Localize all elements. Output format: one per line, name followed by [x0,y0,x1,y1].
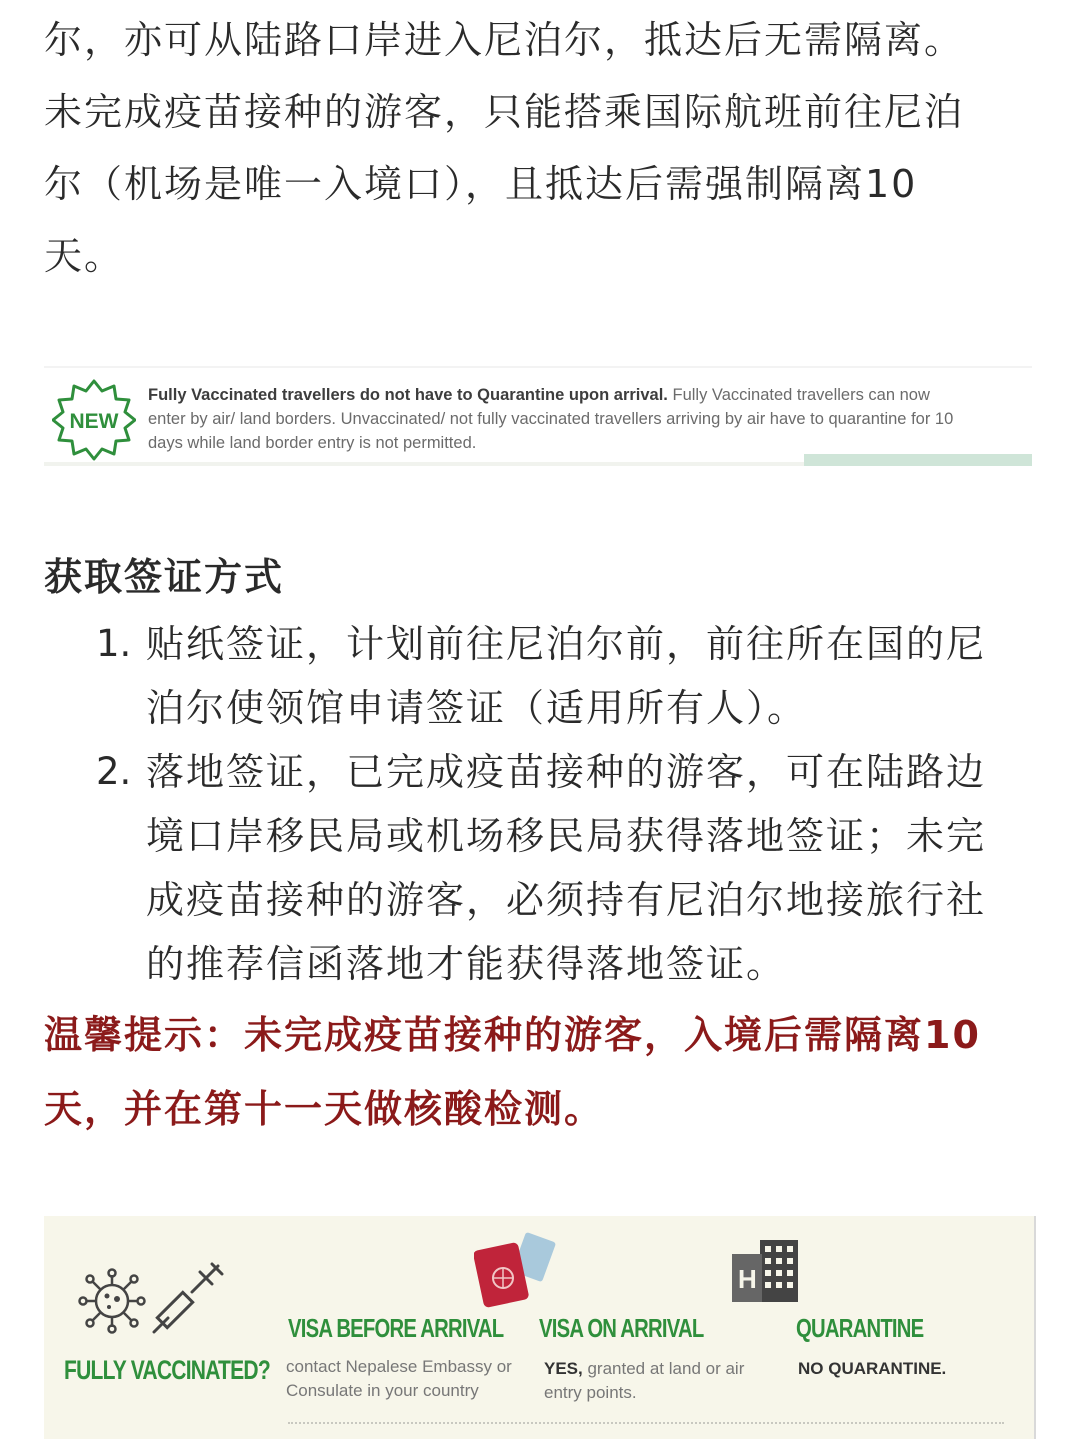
list-item-body [146,612,1046,740]
tip-line: 天，并在第十一天做核酸检测。 [44,1087,605,1131]
new-badge-icon [52,378,136,462]
visa-on-arrival-rest: granted at land or air [582,1359,745,1378]
notice-line-3: days while land border entry is not permitted. [148,434,477,452]
notice-line-1 [148,383,1028,407]
list-item-line: 的推荐信函落地才能获得落地签证。 [146,942,787,986]
intro-line: 天。 [44,234,125,278]
no-quarantine-label: NO QUARANTINE. [798,1359,947,1378]
banner-bottom-divider [44,462,804,466]
visa-on-arrival-text-1 [544,1357,744,1381]
virus-icon [78,1268,148,1334]
quarantine-heading: QUARANTINE [796,1313,924,1343]
visa-on-arrival-heading: VISA ON ARRIVAL [539,1313,704,1343]
notice-text [148,383,1028,455]
visa-before-arrival-text-1: contact Nepalese Embassy or [286,1357,512,1376]
intro-line: 尔（机场是唯一入境口），且抵达后需强制隔离10 [44,162,918,206]
visa-before-arrival-heading: VISA BEFORE ARRIVAL [288,1313,504,1343]
banner-top-divider [44,366,1032,368]
intro-line: 未完成疫苗接种的游客，只能搭乘国际航班前往尼泊 [44,90,965,134]
hotel-icon [730,1238,800,1304]
visa-section-title: 获取签证方式 [44,555,285,599]
list-item-line: 落地签证，已完成疫苗接种的游客，可在陆路边 [146,750,987,794]
passport-icon [474,1232,558,1308]
visa-on-arrival-text-2: entry points. [544,1383,637,1402]
list-item-line: 泊尔使领馆申请签证（适用所有人）。 [146,686,808,730]
travel-info-panel [44,1216,1036,1439]
warm-tip [44,998,1044,1146]
panel-dotted-divider [288,1422,1004,1424]
intro-line: 尔，亦可从陆路口岸进入尼泊尔，抵达后无需隔离。 [44,18,965,62]
syringe-icon [150,1262,226,1334]
svg-text:H: H [738,1264,757,1294]
new-badge-text: NEW [69,410,119,433]
visa-on-arrival-yes: YES, [544,1359,583,1378]
visa-before-arrival-text-2: Consulate in your country [286,1381,479,1400]
notice-line-2: enter by air/ land borders. Unvaccinated/ not fully vaccinated travellers arriving by air have to quarantine for 10 [148,410,954,428]
banner-accent-bar [804,454,1032,466]
intro-paragraph [44,4,1040,292]
list-item [96,740,1046,996]
panel-edge [1034,1216,1036,1439]
list-item-line: 贴纸签证，计划前往尼泊尔前，前往所在国的尼 [146,622,987,666]
list-item-line: 境口岸移民局或机场移民局获得落地签证；未完 [146,814,987,858]
visa-method-list [96,612,1046,996]
fully-vaccinated-label: FULLY VACCINATED? [64,1355,270,1385]
notice-bold: Fully Vaccinated travellers do not have to Quarantine upon arrival. [148,386,668,404]
tip-line: 温馨提示：未完成疫苗接种的游客，入境后需隔离10 [44,1013,981,1057]
list-item [96,612,1046,740]
quarantine-text [798,1357,946,1381]
list-item-number: 1. [96,622,132,665]
list-item-body [146,740,1046,996]
notice-line-1-rest: Fully Vaccinated travellers can now [667,386,930,404]
quarantine-notice-banner [44,366,1032,466]
list-item-number: 2. [96,750,132,793]
list-item-line: 成疫苗接种的游客，必须持有尼泊尔地接旅行社 [146,878,987,922]
